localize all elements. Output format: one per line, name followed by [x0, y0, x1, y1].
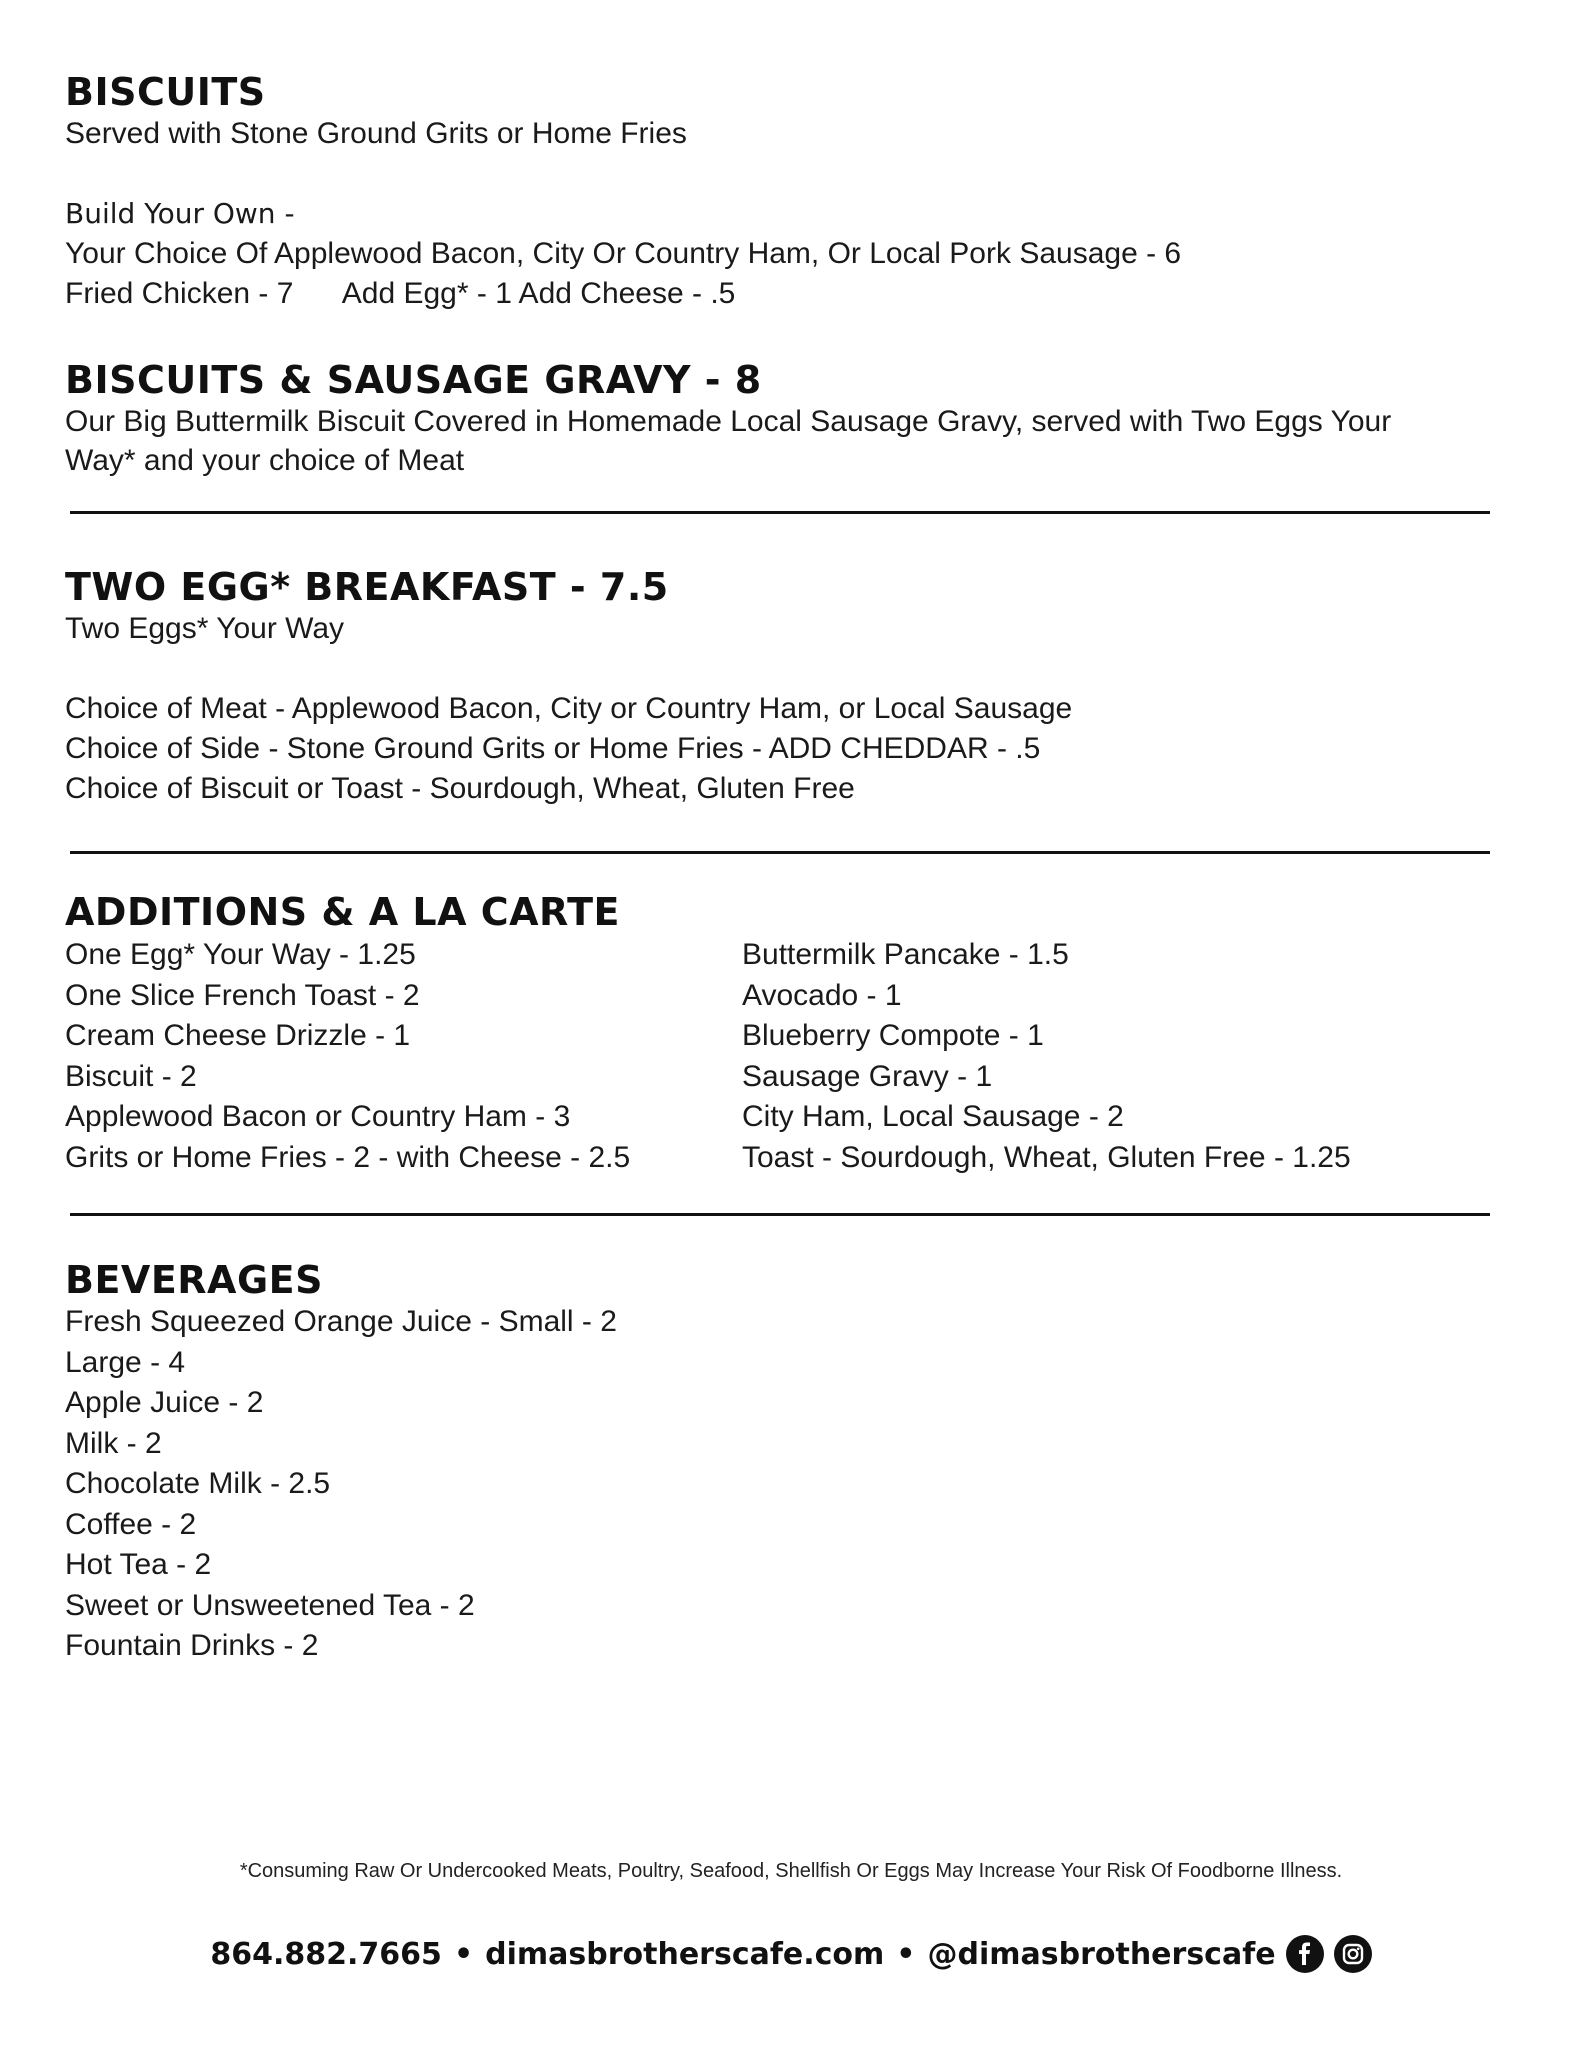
gravy-heading: BISCUITS & SAUSAGE GRAVY - 8	[65, 358, 762, 402]
two-egg-bread-choice: Choice of Biscuit or Toast - Sourdough, Wheat, Gluten Free	[65, 772, 855, 805]
instagram-icon[interactable]	[1334, 1935, 1372, 1973]
gravy-description-line-1: Our Big Buttermilk Biscuit Covered in Homemade Local Sausage Gravy, served with Two Eggs Your	[65, 405, 1392, 438]
two-egg-side-choice: Choice of Side - Stone Ground Grits or Home Fries - ADD CHEDDAR - .5	[65, 732, 1041, 765]
additions-item: One Egg* Your Way - 1.25	[65, 938, 416, 971]
footer-bullet: •	[896, 1936, 916, 1972]
two-egg-subtitle: Two Eggs* Your Way	[65, 612, 345, 645]
beverage-item: Fresh Squeezed Orange Juice - Small - 2	[65, 1305, 617, 1338]
footer-bullet: •	[453, 1936, 474, 1972]
beverage-item: Fountain Drinks - 2	[65, 1629, 319, 1662]
foodborne-illness-disclaimer: *Consuming Raw Or Undercooked Meats, Poultry, Seafood, Shellfish Or Eggs May Increase Your Risk Of Foodborne Illness.	[239, 1860, 1343, 1882]
phone-number[interactable]: 864.882.7665	[210, 1936, 442, 1972]
beverage-item: Sweet or Unsweetened Tea - 2	[65, 1588, 475, 1622]
additions-item: One Slice French Toast - 2	[65, 978, 420, 1012]
additions-item: Biscuit - 2	[65, 1059, 197, 1093]
additions-item: City Ham, Local Sausage - 2	[742, 1100, 1124, 1133]
beverage-item: Hot Tea - 2	[65, 1548, 212, 1581]
additions-left-column	[65, 935, 630, 1178]
additions-item: Blueberry Compote - 1	[742, 1019, 1044, 1052]
additions-item: Sausage Gravy - 1	[742, 1059, 993, 1093]
biscuits-heading: BISCUITS	[65, 70, 266, 114]
social-handle[interactable]: @dimasbrotherscafe	[927, 1936, 1276, 1972]
beverage-item: Chocolate Milk - 2.5	[65, 1467, 331, 1500]
beverage-item: Large - 4	[65, 1345, 186, 1379]
additions-item: Cream Cheese Drizzle - 1	[65, 1019, 411, 1052]
biscuits-build-line-1: Your Choice Of Applewood Bacon, City Or Country Ham, Or Local Pork Sausage - 6	[65, 237, 1182, 270]
additions-right-column	[742, 935, 1351, 1178]
contact-footer	[0, 1935, 1582, 1973]
section-divider	[70, 851, 1490, 854]
build-your-own-label: Build Your Own -	[65, 197, 295, 230]
two-egg-meat-choice: Choice of Meat - Applewood Bacon, City or Country Ham, or Local Sausage	[65, 692, 1073, 725]
section-divider	[70, 1213, 1490, 1216]
beverage-item: Coffee - 2	[65, 1507, 197, 1541]
biscuits-build-line-2: Fried Chicken - 7 Add Egg* - 1 Add Cheese - .5	[65, 277, 736, 310]
beverage-item: Milk - 2	[65, 1426, 162, 1460]
additions-item: Toast - Sourdough, Wheat, Gluten Free - 1.25	[742, 1140, 1351, 1174]
beverage-item: Apple Juice - 2	[65, 1386, 264, 1419]
facebook-icon[interactable]	[1286, 1935, 1324, 1973]
beverages-heading: BEVERAGES	[65, 1258, 323, 1302]
additions-item: Avocado - 1	[742, 978, 902, 1012]
additions-item: Buttermilk Pancake - 1.5	[742, 938, 1069, 971]
additions-item: Applewood Bacon or Country Ham - 3	[65, 1100, 571, 1133]
biscuits-subtitle: Served with Stone Ground Grits or Home Fries	[65, 117, 687, 150]
gravy-description-line-2: Way* and your choice of Meat	[65, 444, 465, 477]
additions-item: Grits or Home Fries - 2 - with Cheese - 2.5	[65, 1140, 631, 1174]
section-divider	[70, 511, 1490, 514]
beverages-list	[65, 1302, 617, 1667]
two-egg-heading: TWO EGG* BREAKFAST - 7.5	[65, 565, 669, 609]
additions-heading: ADDITIONS & A LA CARTE	[65, 890, 620, 934]
website-link[interactable]: dimasbrotherscafe.com	[485, 1936, 885, 1972]
